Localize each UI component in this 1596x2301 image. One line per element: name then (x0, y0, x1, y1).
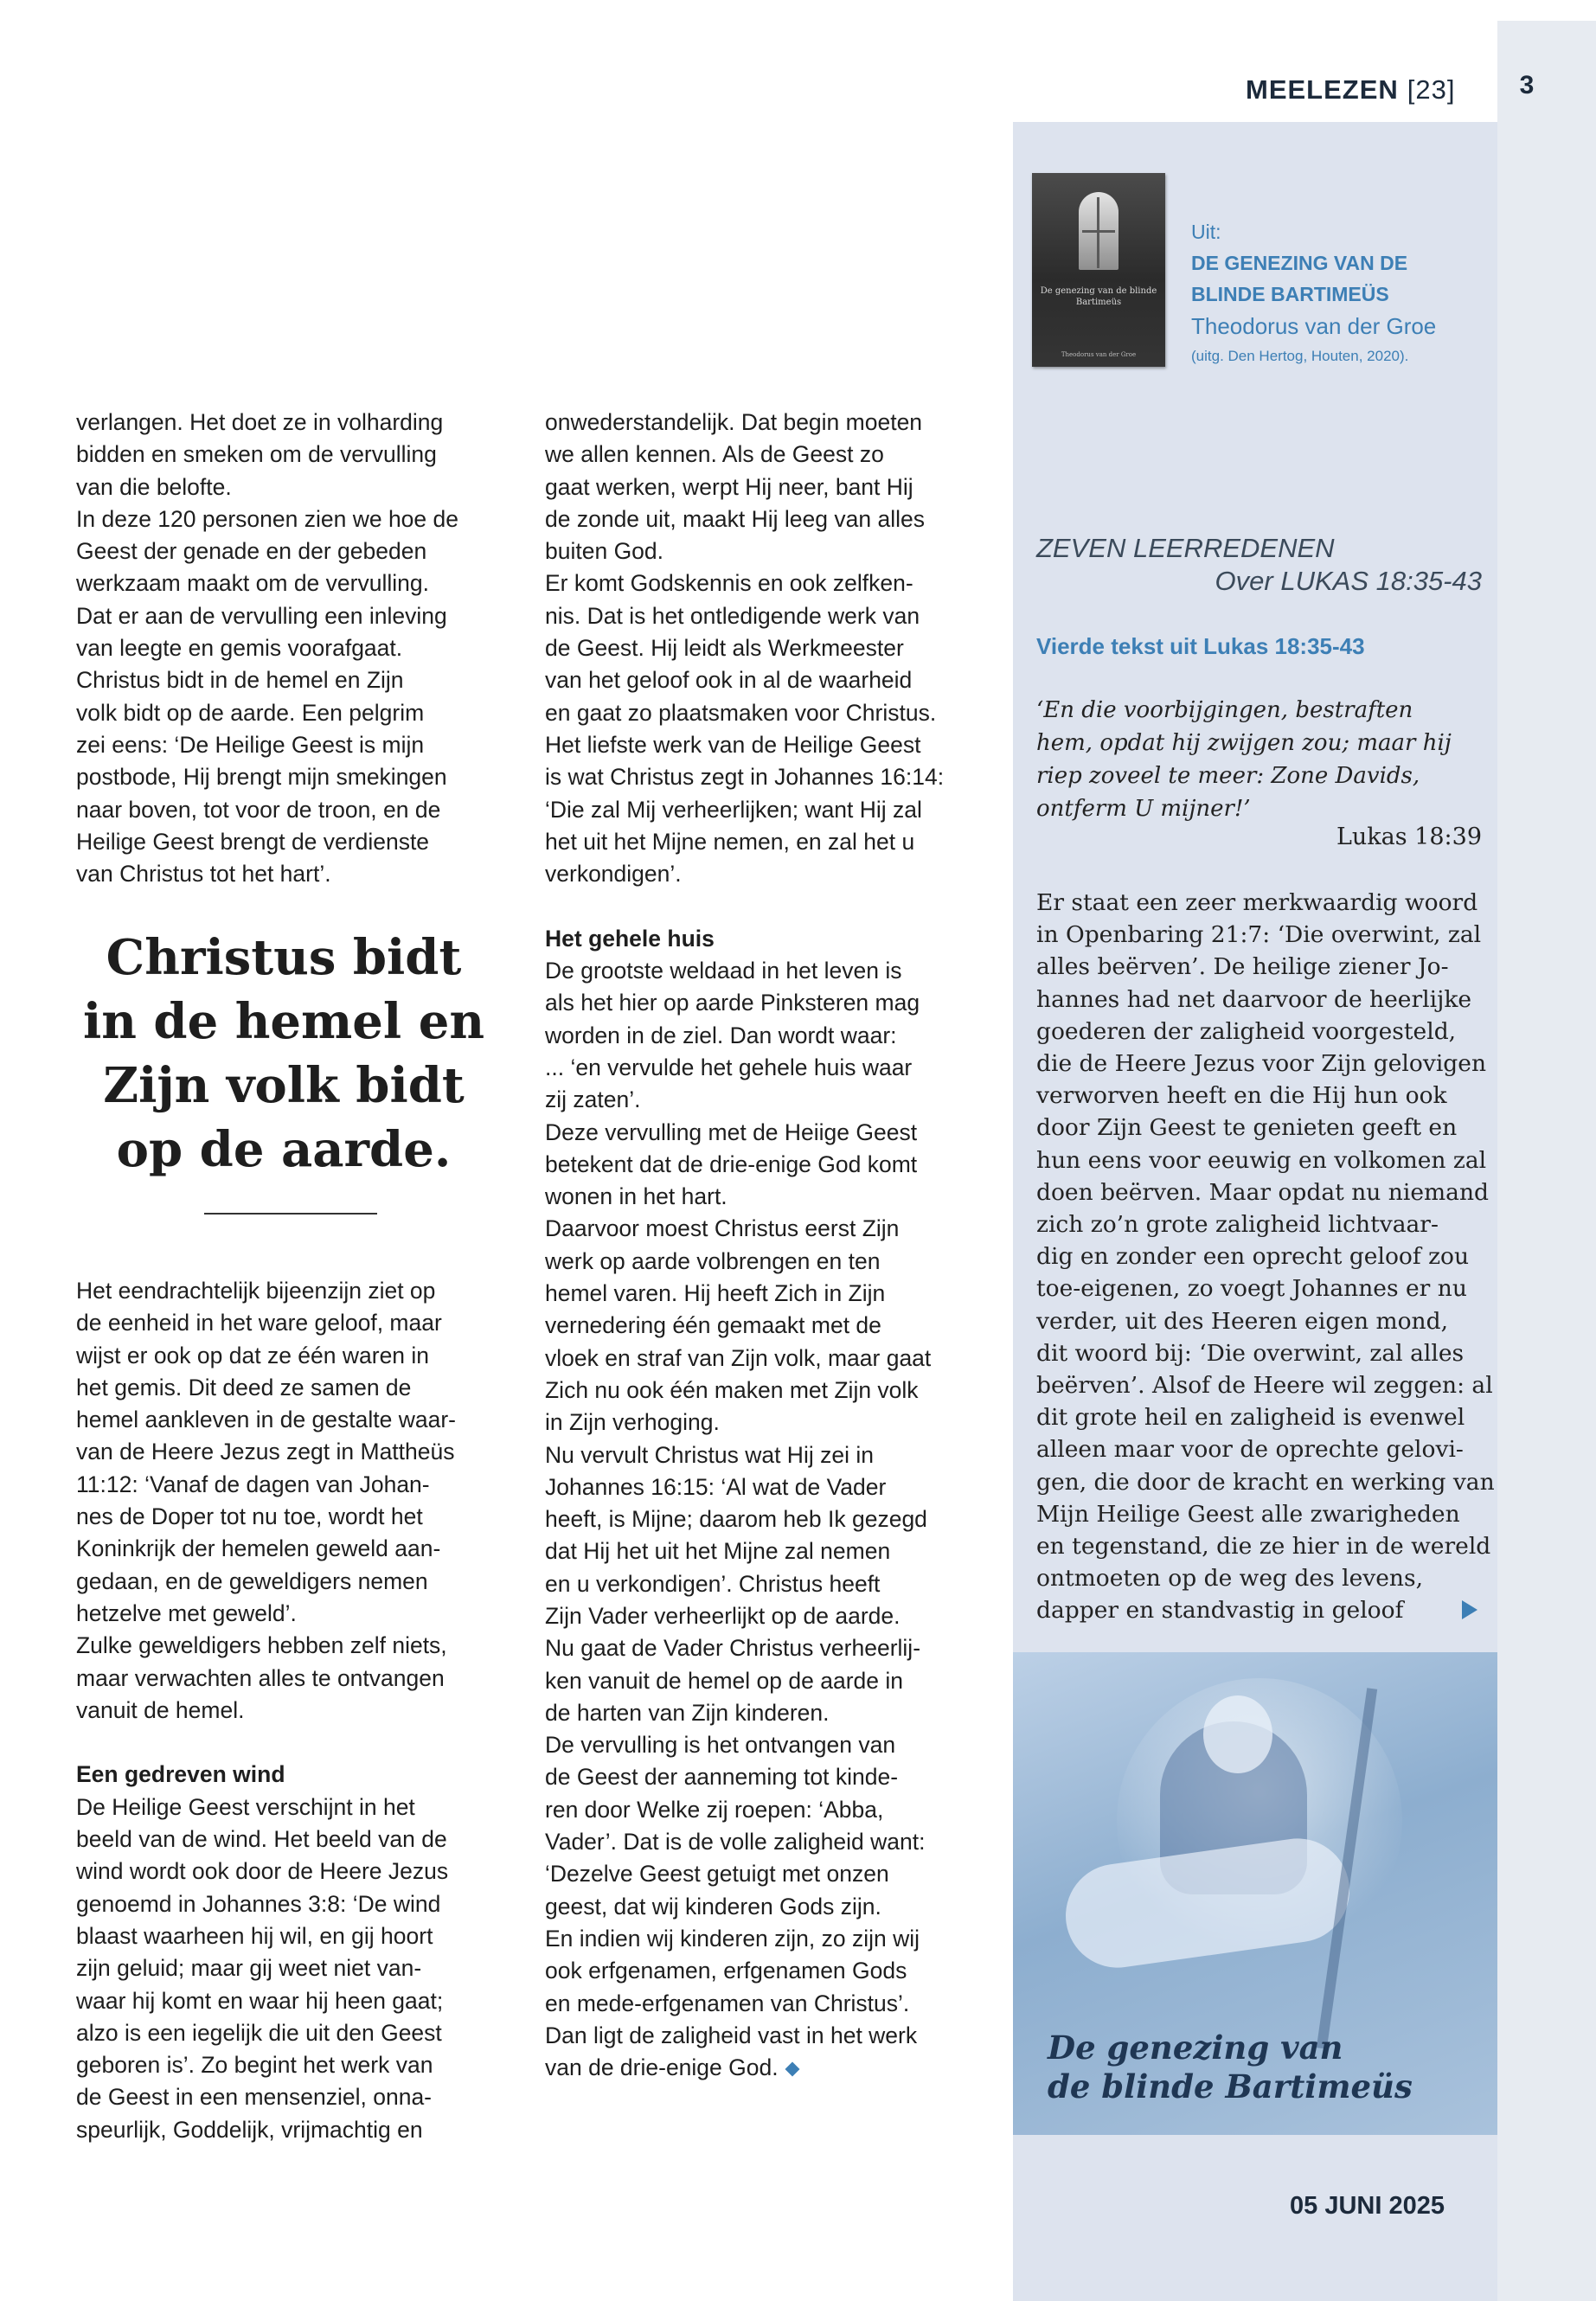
text-line: Zulke geweldigers hebben zelf niets, (76, 1632, 447, 1659)
pull-quote: Christus bidt in de hemel en Zijn volk bidt op de aarde. (82, 929, 485, 1178)
book-from-label: Uit: (1191, 221, 1221, 243)
text-line: blaast waarheen hij wil, en gij hoort (76, 1922, 433, 1949)
text-line: verlangen. Het doet ze in volharding (76, 409, 444, 435)
book-info (1191, 216, 1477, 370)
text-line: hannes had net daarvoor de heerlijke (1036, 985, 1472, 1013)
text-line: ‘Die zal Mij verheerlijken; want Hij zal (545, 796, 922, 823)
caption-line2: de blinde Bartimeüs (1048, 2067, 1413, 2106)
text-line: als het hier op aarde Pinksteren mag (545, 990, 920, 1016)
text-line: van leegte en gemis voorafgaat. (76, 635, 403, 662)
book-author: Theodorus van der Groe (1191, 313, 1437, 339)
text-line: van de drie-enige God. (545, 2052, 944, 2084)
text-line: ‘Dezelve Geest getuigt met onzen (545, 1861, 889, 1888)
section-header (1246, 74, 1456, 106)
text-line: verder, uit des Heeren eigen mond, (1036, 1307, 1449, 1335)
cover-window-graphic (1079, 192, 1118, 270)
text-line: wijst er ook op dat ze één waren in (76, 1342, 430, 1368)
text-line: we allen kennen. Als de Geest zo (545, 441, 884, 468)
text-line: vernedering één gemaakt met de (545, 1312, 881, 1339)
text-line: Het eendrachtelijk bijeenzijn ziet op (76, 1278, 436, 1304)
text-line: gedaan, en de geweldigers nemen (76, 1567, 428, 1594)
text-line: postbode, Hij brengt mijn smekingen (76, 764, 447, 791)
text-line: de harten van Zijn kinderen. (545, 1699, 830, 1726)
text-line: speurlijk, Goddelijk, vrijmachtig en (76, 2116, 423, 2143)
text-line: gaat werken, werpt Hij neer, bant Hij (545, 473, 913, 500)
text-line: en gaat zo plaatsmaken voor Christus. (545, 699, 937, 726)
text-line: nes de Doper tot nu toe, wordt het (76, 1503, 423, 1530)
text-line: onwederstandelijk. Dat begin moeten (545, 409, 923, 435)
scripture-reference: Lukas 18:39 (1336, 824, 1482, 850)
text-line: nis. Dat is het ontledigende werk van (545, 602, 920, 629)
text-line: van het geloof ook in al de waarheid (545, 667, 913, 694)
column2-top-text (545, 407, 944, 890)
text-line: bidden en smeken om de vervulling (76, 441, 437, 468)
text-line: Nu vervult Christus wat Hij zei in (545, 1441, 874, 1468)
text-line: het gemis. Dit deed ze samen de (76, 1374, 412, 1400)
subheading-gehele-huis: Het gehele huis (545, 925, 715, 952)
text-line: buiten God. (545, 538, 664, 565)
text-line: Zich nu ook één maken met Zijn volk (545, 1376, 919, 1403)
text-line: gen, die door de kracht en werking van (1036, 1468, 1495, 1496)
text-line: waar hij komt en waar hij heen gaat; (76, 1987, 444, 2014)
text-line: verworven heeft en die Hij hun ook (1036, 1082, 1447, 1110)
text-line: In deze 120 personen zien we hoe de (76, 505, 458, 532)
text-line: Er komt Godskennis en ook zelfken- (545, 570, 913, 597)
text-line: ook erfgenamen, erfgenamen Gods (545, 1958, 907, 1984)
text-line: beeld van de wind. Het beeld van de (76, 1826, 447, 1853)
column2-huis-text (545, 955, 944, 2084)
text-line: toe-eigenen, zo voegt Johannes er nu (1036, 1275, 1467, 1303)
column1-bottom (76, 1275, 456, 2146)
text-line: goederen der zaligheid voorgesteld, (1036, 1017, 1457, 1045)
book-cover-image (1032, 173, 1165, 367)
page-number: 3 (1519, 71, 1535, 99)
text-line: ken vanuit de hemel op de aarde in (545, 1667, 903, 1694)
text-line: in Zijn verhoging. (545, 1409, 720, 1436)
illustration-caption (1048, 2029, 1463, 2106)
cover-title: De genezing van de blinde Bartimeüs (1040, 286, 1157, 307)
series-line1: ZEVEN LEERREDENEN (1036, 533, 1335, 563)
text-line: De grootste weldaad in het leven is (545, 958, 902, 984)
text-line: Nu gaat de Vader Christus verheerlij- (545, 1635, 921, 1662)
text-line: de eenheid in het ware geloof, maar (76, 1310, 442, 1336)
subheading-gedreven-wind: Een gedreven wind (76, 1761, 285, 1788)
text-line: Zijn Vader verheerlijkt op de aarde. (545, 1602, 901, 1629)
book-title-line2: BLINDE BARTIMEÜS (1191, 283, 1389, 305)
book-publisher: (uitg. Den Hertog, Houten, 2020). (1191, 348, 1409, 364)
text-line: De Heilige Geest verschijnt in het (76, 1793, 415, 1820)
text-line: vanuit de hemel. (76, 1696, 245, 1723)
text-line: doen beërven. Maar opdat nu niemand (1036, 1178, 1489, 1206)
text-line: hun eens voor eeuwig en volkomen zal (1036, 1146, 1487, 1174)
text-line: geboren is’. Zo begint het werk van (76, 2052, 433, 2079)
text-line: 11:12: ‘Vanaf de dagen van Johan- (76, 1471, 430, 1497)
text-line: zei eens: ‘De Heilige Geest is mijn (76, 731, 425, 758)
text-line: en tegenstand, die ze hier in de wereld (1036, 1533, 1491, 1561)
text-line: van Christus tot het hart’. (76, 861, 331, 888)
text-line: Koninkrijk der hemelen geweld aan- (76, 1535, 441, 1562)
text-line: naar boven, tot voor de troon, en de (76, 796, 441, 823)
text-line: alles beërven’. De heilige ziener Jo- (1036, 953, 1449, 981)
text-line: Heilige Geest brengt de verdienste (76, 828, 430, 855)
issue-date: 05 JUNI 2025 (1290, 2192, 1445, 2220)
text-line: Christus bidt in de hemel en Zijn (76, 667, 404, 694)
text-line: dit woord bij: ‘Die overwint, zal alles (1036, 1339, 1465, 1367)
text-line: door Zijn Geest te genieten geeft en (1036, 1114, 1458, 1142)
column1-wind-text (76, 1791, 456, 2146)
text-line: de zonde uit, maakt Hij leeg van alles (545, 505, 925, 532)
text-line: vloek en straf van Zijn volk, maar gaat (545, 1344, 932, 1371)
text-line: de Geest. Hij leidt als Werkmeester (545, 635, 904, 662)
issue-number: [23] (1407, 74, 1456, 105)
text-line: Deze vervulling met de Heiige Geest (545, 1118, 918, 1145)
pull-quote-divider (204, 1213, 377, 1215)
text-line: alzo is een iegelijk die uit den Geest (76, 2019, 442, 2046)
text-line: heeft, is Mijne; daarom heb Ik gezegd (545, 1506, 927, 1533)
text-line: dig en zonder een oprecht geloof zou (1036, 1243, 1470, 1271)
text-line: De vervulling is het ontvangen van (545, 1732, 896, 1759)
text-line: Het liefste werk van de Heilige Geest (545, 731, 921, 758)
text-line: van de Heere Jezus zegt in Mattheüs (76, 1439, 455, 1465)
caption-line1: De genezing van (1048, 2029, 1343, 2067)
text-line: Dat er aan de vervulling een inleving (76, 602, 447, 629)
text-line: dit grote heil en zaligheid is evenwel (1036, 1404, 1465, 1432)
text-line: alleen maar voor de oprechte gelovi- (1036, 1436, 1464, 1464)
book-title-line1: DE GENEZING VAN DE (1191, 252, 1408, 274)
text-line: zich zo’n grote zaligheid lichtvaar- (1036, 1211, 1439, 1239)
text-line: Johannes 16:15: ‘Al wat de Vader (545, 1473, 887, 1500)
text-line: ontmoeten op de weg des levens, (1036, 1565, 1423, 1593)
text-line: Er staat een zeer merkwaardig woord (1036, 889, 1478, 916)
text-line: dat Hij het uit het Mijne zal nemen (545, 1538, 891, 1565)
text-line: de Geest in een mensenziel, onna- (76, 2084, 433, 2111)
column1-paragraphs (76, 1275, 456, 1727)
text-line: betekent dat de drie-enige God komt (545, 1150, 918, 1177)
text-line: wind wordt ook door de Heere Jezus (76, 1858, 449, 1885)
end-marker-icon (785, 2062, 799, 2077)
text-line: hemel varen. Hij heeft Zich in Zijn (545, 1280, 886, 1307)
text-line: van die belofte. (76, 473, 232, 500)
text-line: het uit het Mijne nemen, en zal het u (545, 828, 915, 855)
text-line: in Openbaring 21:7: ‘Die overwint, zal (1036, 921, 1482, 949)
continue-arrow-icon (1462, 1600, 1477, 1619)
text-line: werkzaam maakt om de vervulling. (76, 570, 429, 597)
text-line: de Geest der aanneming tot kinde- (545, 1764, 899, 1791)
series-heading (1036, 532, 1482, 598)
text-line: Geest der genade en der gebeden (76, 538, 427, 565)
scripture-quote: ‘En die voorbijgingen, bestraften hem, opdat hij zwijgen zou; maar hij riep zoveel te meer: Zone Davids, ontferm U mijner!’ (1036, 697, 1452, 822)
cover-author: Theodorus van der Groe (1061, 351, 1137, 358)
text-line: en mede-erfgenamen van Christus’. (545, 1990, 910, 2016)
text-line: en u verkondigen’. Christus heeft (545, 1570, 881, 1597)
series-line2: Over LUKAS 18:35-43 (1215, 566, 1482, 596)
text-line: beërven’. Alsof de Heere wil zeggen: al (1036, 1372, 1493, 1400)
text-line: werk op aarde volbrengen en ten (545, 1247, 881, 1274)
text-line: Daarvoor moest Christus eerst Zijn (545, 1215, 900, 1242)
text-line: die de Heere Jezus voor Zijn gelovigen (1036, 1050, 1487, 1078)
text-line: Dan ligt de zaligheid vast in het werk (545, 2022, 918, 2048)
text-line: Vader’. Dat is de volle zaligheid want: (545, 1829, 926, 1856)
text-heading: Vierde tekst uit Lukas 18:35-43 (1036, 633, 1365, 659)
text-line: volk bidt op de aarde. Een pelgrim (76, 699, 425, 726)
section-title: MEELEZEN (1246, 74, 1399, 105)
page-number-tab (1497, 21, 1596, 2301)
text-line: hetzelve met geweld’. (76, 1599, 297, 1626)
text-line: geest, dat wij kinderen Gods zijn. (545, 1893, 881, 1920)
sidebar-body (1036, 887, 1495, 1627)
column1-top-text (76, 407, 458, 890)
column2 (545, 407, 944, 2084)
text-line: ... ‘en vervulde het gehele huis waar (545, 1054, 913, 1080)
text-line: worden in de ziel. Dan wordt waar: (545, 1022, 897, 1048)
text-line: zijn geluid; maar gij weet niet van- (76, 1955, 422, 1982)
text-line: genoemd in Johannes 3:8: ‘De wind (76, 1890, 441, 1917)
text-line: dapper en standvastig in geloof (1036, 1597, 1404, 1625)
text-line: wonen in het hart. (545, 1183, 727, 1210)
text-line: En indien wij kinderen zijn, zo zijn wij (545, 1925, 920, 1952)
text-line: is wat Christus zegt in Johannes 16:14: (545, 764, 945, 791)
text-line: hemel aankleven in de gestalte waar- (76, 1407, 456, 1433)
text-line: Mijn Heilige Geest alle zwarigheden (1036, 1500, 1460, 1528)
text-line: ren door Welke zij roepen: ‘Abba, (545, 1796, 884, 1823)
text-line: verkondigen’. (545, 861, 682, 888)
text-line: maar verwachten alles te ontvangen (76, 1664, 445, 1691)
text-line: zij zaten’. (545, 1086, 641, 1113)
